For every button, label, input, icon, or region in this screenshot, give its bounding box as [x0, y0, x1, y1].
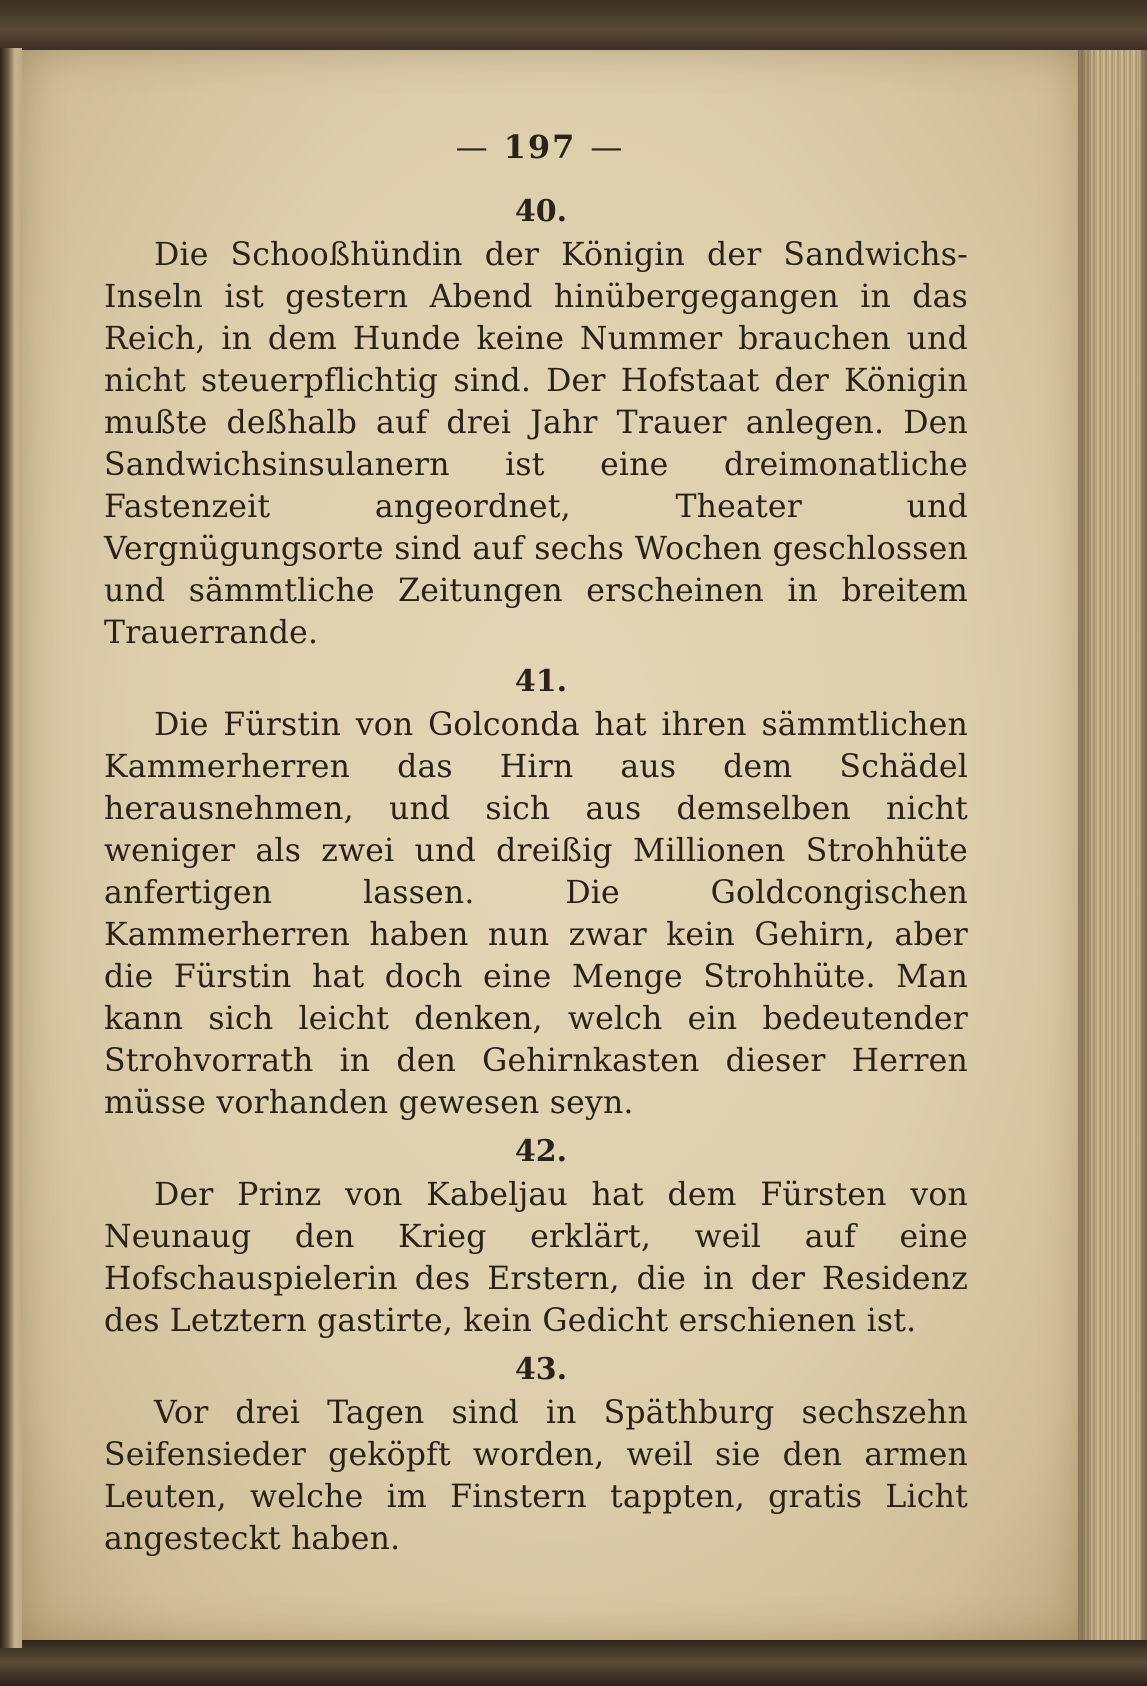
header-dash-left: — — [455, 128, 490, 166]
section-paragraph: Die Schooßhündin der Königin der Sandwichs-Inseln ist gestern Abend hinübergegangen in das Reich, in dem Hunde keine Nummer brauchen und nicht steuerpflichtig sind. Der Hofstaat der Königin mußte deßhalb auf drei Jahr Trauer anlegen. Den Sandwichsinsulanern ist eine dreimonatliche Fastenzeit angeordnet, Theater und Vergnügungsorte sind auf sechs Wochen geschlossen und sämmtliche Zeitungen erscheinen in breitem Trauerrande. — [104, 237, 968, 651]
header-dash-right: — — [590, 128, 625, 166]
page-number-header — [430, 128, 650, 168]
section-number: 40. — [514, 194, 568, 229]
page-number: 197 — [503, 128, 577, 166]
section-number: 42. — [514, 1134, 568, 1169]
section-paragraph: Die Fürstin von Golconda hat ihren sämmtlichen Kammerherren das Hirn aus dem Schädel herausnehmen, und sich aus demselben nicht weniger als zwei und dreißig Millionen Strohhüte anfertigen lassen. Die Goldcongischen Kammerherren haben nun zwar kein Gehirn, aber die Fürstin hat doch eine Menge Strohhüte. Man kann sich leicht denken, welch ein bedeutender Strohvorrath in den Gehirnkasten dieser Herren müsse vorhanden gewesen seyn. — [104, 707, 968, 1121]
section-paragraph: Der Prinz von Kabeljau hat dem Fürsten von Neunaug den Krieg erklärt, weil auf eine Hofschauspielerin des Erstern, die in der Residenz des Letztern gastirte, kein Gedicht erschienen ist. — [104, 1177, 968, 1339]
page-stack-shadow — [1078, 50, 1147, 1640]
section-paragraph: Vor drei Tagen sind in Späthburg sechszehn Seifensieder geköpft worden, weil sie den armen Leuten, welche im Finstern tappten, gratis Licht angesteckt haben. — [104, 1395, 968, 1557]
section-number: 41. — [514, 664, 568, 699]
text-block — [104, 190, 968, 1560]
left-page-edge — [0, 48, 22, 1648]
section-number: 43. — [514, 1352, 568, 1387]
